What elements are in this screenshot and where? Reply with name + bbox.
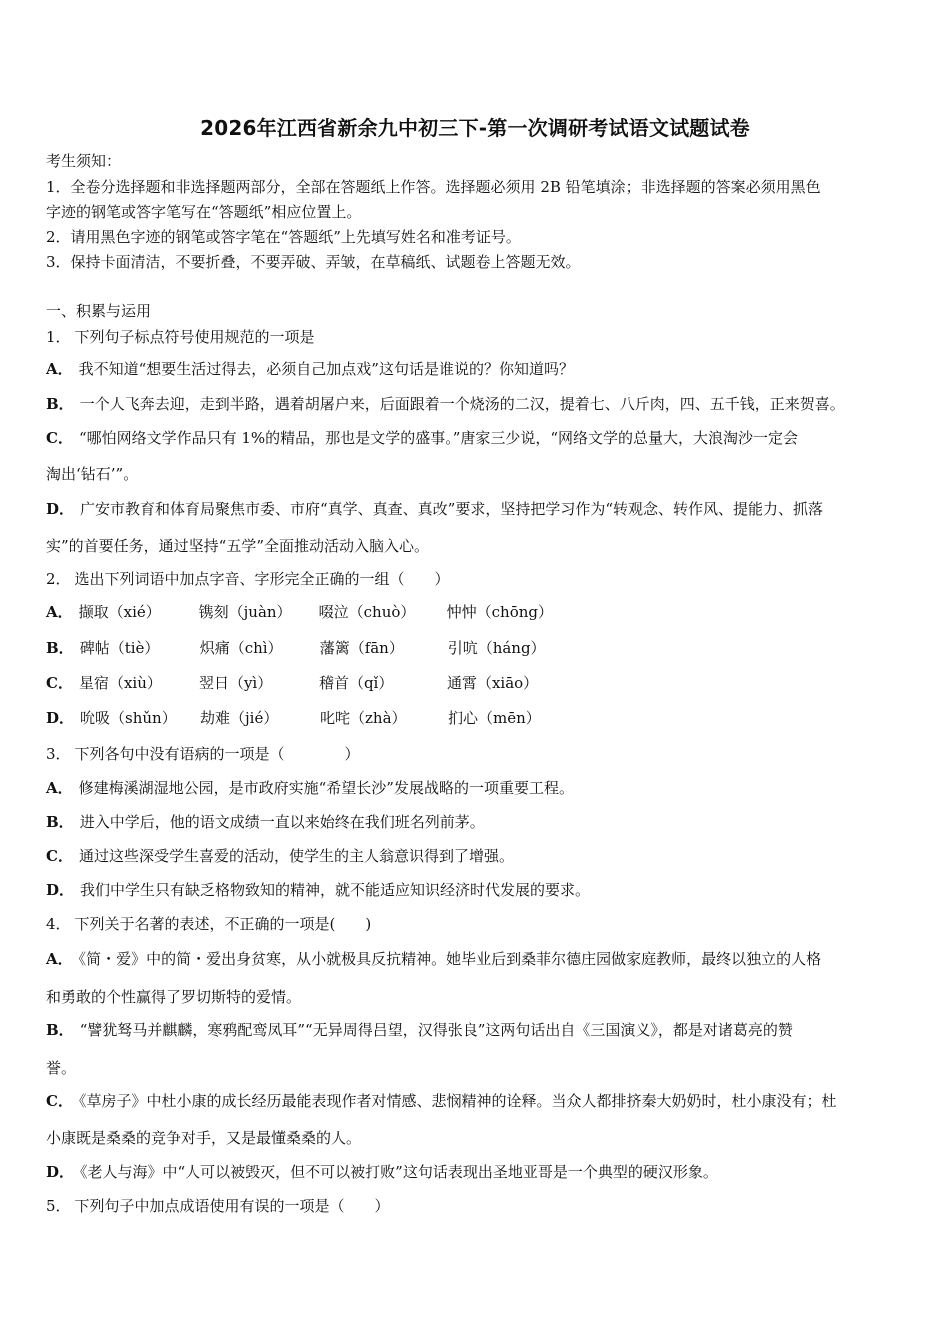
q4-option-c-cont: 小康既是桑桑的竞争对手，又是最懂桑桑的人。 bbox=[46, 1129, 362, 1147]
q4-option-a bbox=[46, 949, 821, 969]
section-heading: 一、积累与运用 bbox=[46, 302, 152, 320]
question-5 bbox=[46, 1196, 390, 1216]
option-text: “譬犹驽马并麒麟，寒鸦配鸾凤耳”“无异周得吕望，汉得张良”这两句话出自《三国演义》，都是对诸葛亮的赞 bbox=[79, 1021, 793, 1039]
option-letter: C． bbox=[46, 674, 73, 692]
question-stem: 下列句子标点符号使用规范的一项是 bbox=[74, 328, 315, 346]
q1-option-c-cont: 淘出‘钻石’”。 bbox=[46, 465, 139, 483]
option-letter: A． bbox=[46, 603, 73, 621]
question-stem: 选出下列词语中加点字音、字形完全正确的一组（ ） bbox=[74, 570, 450, 588]
option-letter: B． bbox=[46, 639, 74, 657]
vocab-word: 忡忡（chōng） bbox=[446, 603, 553, 621]
vocab-word: 叱咤（zhà） bbox=[320, 709, 407, 727]
question-stem: 下列关于名著的表述，不正确的一项是( ) bbox=[74, 915, 372, 933]
question-stem: 下列句子中加点成语使用有误的一项是（ ） bbox=[74, 1197, 390, 1215]
vocab-word: 啜泣（chuò） bbox=[318, 603, 416, 621]
option-letter: C． bbox=[46, 1092, 73, 1110]
q2-option-b bbox=[46, 638, 546, 658]
option-letter: D． bbox=[46, 709, 75, 727]
option-text: 一个人飞奔去迎，走到半路，遇着胡屠户来，后面跟着一个烧汤的二汉，提着七、八斤肉，四、五千钱，正来贺喜。 bbox=[79, 395, 845, 413]
q4-option-b-cont: 誉。 bbox=[46, 1059, 77, 1077]
q4-option-b bbox=[46, 1020, 793, 1040]
q3-option-d bbox=[46, 880, 590, 900]
q1-option-a bbox=[46, 359, 574, 379]
option-letter: B． bbox=[46, 395, 74, 413]
vocab-word: 吮吸（shǔn） bbox=[80, 709, 177, 727]
notice-item: 1．全卷分选择题和非选择题两部分，全部在答题纸上作答。选择题必须用 2B 铅笔填涂；非选择题的答案必须用黑色 bbox=[46, 178, 821, 196]
option-letter: C． bbox=[46, 429, 73, 447]
question-1 bbox=[46, 327, 315, 347]
q3-option-a bbox=[46, 778, 574, 798]
option-text: 修建梅溪湖湿地公园，是市政府实施“希望长沙”发展战略的一项重要工程。 bbox=[78, 779, 574, 797]
question-2 bbox=[46, 569, 450, 589]
q1-option-d bbox=[46, 499, 823, 519]
option-letter: B． bbox=[46, 1021, 74, 1039]
vocab-word: 稽首（qǐ） bbox=[318, 674, 394, 692]
q2-option-c bbox=[46, 673, 538, 693]
notice-heading: 考生须知： bbox=[46, 152, 122, 170]
page-title: 2026年江西省新余九中初三下-第一次调研考试语文试题试卷 bbox=[200, 116, 750, 140]
option-letter: B． bbox=[46, 813, 74, 831]
vocab-word: 劫难（jié） bbox=[200, 709, 279, 727]
notice-item: 字迹的钢笔或答字笔写在“答题纸”相应位置上。 bbox=[46, 203, 362, 221]
q1-option-c bbox=[46, 428, 798, 448]
option-text: 广安市教育和体育局聚焦市委、市府“真学、真查、真改”要求，坚持把学习作为“转观念、转作风、提能力、抓落 bbox=[80, 500, 824, 518]
q1-option-b bbox=[46, 394, 845, 414]
option-text: 《老人与海》中“人可以被毁灭，但不可以被打败”这句话表现出圣地亚哥是一个典型的硬汉形象。 bbox=[80, 1163, 718, 1181]
q4-option-d bbox=[46, 1162, 718, 1182]
question-number: 3． bbox=[46, 745, 71, 763]
vocab-word: 炽痛（chì） bbox=[199, 639, 283, 657]
notice-item: 2．请用黑色字迹的钢笔或答字笔在“答题纸”上先填写姓名和准考证号。 bbox=[46, 228, 521, 246]
q3-option-c bbox=[46, 846, 514, 866]
question-number: 1． bbox=[46, 328, 71, 346]
option-text: “哪怕网络文学作品只有 1%的精品，那也是文学的盛事。”唐家三少说，“网络文学的总量大，大浪淘沙一定会 bbox=[78, 429, 799, 447]
vocab-word: 藩篱（fān） bbox=[319, 639, 404, 657]
option-text: 我们中学生只有缺乏格物致知的精神，就不能适应知识经济时代发展的要求。 bbox=[80, 881, 591, 899]
question-number: 4． bbox=[46, 915, 71, 933]
option-text: 《草房子》中杜小康的成长经历最能表现作者对情感、悲悯精神的诠释。当众人都排挤秦大奶奶时，杜小康没有；杜 bbox=[78, 1092, 837, 1110]
vocab-word: 镌刻（juàn） bbox=[198, 603, 292, 621]
option-text: 通过这些深受学生喜爱的活动，使学生的主人翁意识得到了增强。 bbox=[78, 847, 514, 865]
option-text: 进入中学后，他的语文成绩一直以来始终在我们班名列前茅。 bbox=[79, 813, 485, 831]
q4-option-c bbox=[46, 1091, 836, 1111]
option-letter: A． bbox=[46, 950, 73, 968]
option-letter: A． bbox=[46, 779, 73, 797]
vocab-word: 碑帖（tiè） bbox=[79, 639, 160, 657]
vocab-word: 翌日（yì） bbox=[198, 674, 273, 692]
option-text: 《简・爱》中的简・爱出身贫寒，从小就极具反抗精神。她毕业后到桑菲尔德庄园做家庭教师，最终以独立的人格 bbox=[78, 950, 822, 968]
question-number: 2． bbox=[46, 570, 71, 588]
question-number: 5． bbox=[46, 1197, 71, 1215]
question-4 bbox=[46, 914, 371, 934]
option-text: 我不知道“想要生活过得去，必须自己加点戏”这句话是谁说的？你知道吗？ bbox=[78, 360, 574, 378]
vocab-word: 撷取（xié） bbox=[78, 603, 161, 621]
option-letter: D． bbox=[46, 881, 75, 899]
question-stem: 下列各句中没有语病的一项是（ ） bbox=[74, 745, 360, 763]
q1-option-d-cont: 实”的首要任务，通过坚持“五学”全面推动活动入脑入心。 bbox=[46, 537, 430, 555]
vocab-word: 星宿（xiù） bbox=[78, 674, 162, 692]
vocab-word: 引吭（háng） bbox=[447, 639, 546, 657]
q4-option-a-cont: 和勇敢的个性赢得了罗切斯特的爱情。 bbox=[46, 988, 302, 1006]
q2-option-d bbox=[46, 708, 541, 728]
q3-option-b bbox=[46, 812, 485, 832]
vocab-word: 扪心（mēn） bbox=[448, 709, 541, 727]
option-letter: A． bbox=[46, 360, 73, 378]
option-letter: D． bbox=[46, 1163, 75, 1181]
question-3 bbox=[46, 744, 360, 764]
vocab-word: 通霄（xiāo） bbox=[446, 674, 539, 692]
notice-item: 3．保持卡面清洁，不要折叠，不要弄破、弄皱，在草稿纸、试题卷上答题无效。 bbox=[46, 253, 581, 271]
q2-option-a bbox=[46, 602, 553, 622]
option-letter: C． bbox=[46, 847, 73, 865]
option-letter: D． bbox=[46, 500, 75, 518]
